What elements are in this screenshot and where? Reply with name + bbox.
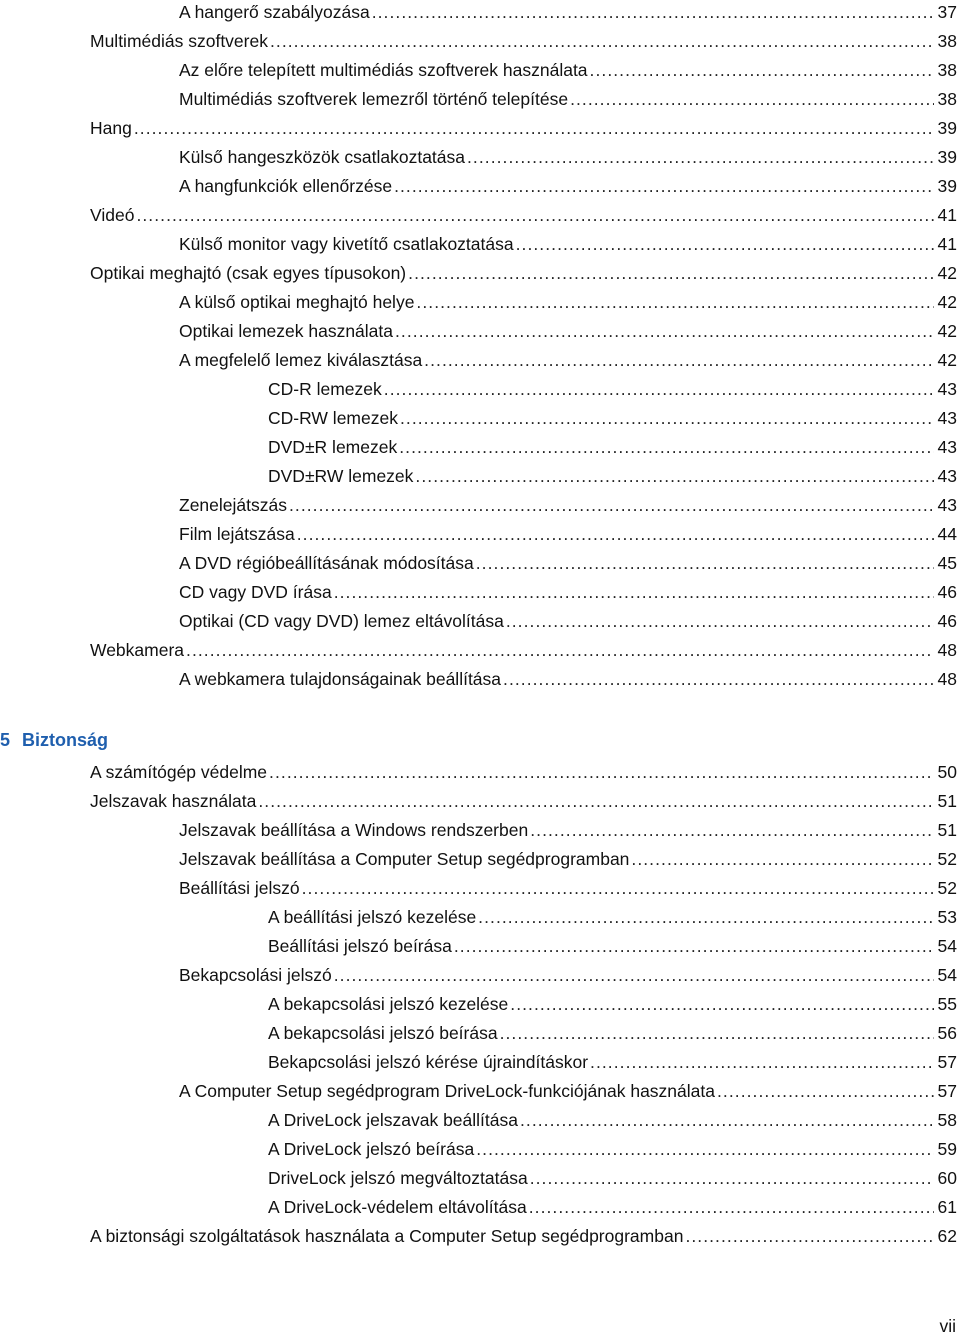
toc-entry-page: 41: [937, 234, 957, 254]
toc-entry[interactable]: [90, 789, 957, 813]
toc-entry-page: 43: [937, 466, 957, 486]
toc-entry[interactable]: [90, 116, 957, 140]
toc-entry-page: 57: [937, 1081, 957, 1101]
dot-leader: [384, 377, 934, 401]
toc-entry-page: 52: [937, 878, 957, 898]
dot-leader: [503, 667, 934, 691]
toc-entry[interactable]: [268, 1108, 957, 1132]
toc-entry-label: Bekapcsolási jelszó: [179, 965, 332, 985]
dot-leader: [717, 1079, 934, 1103]
toc-entry-label: Multimédiás szoftverek: [90, 31, 268, 51]
dot-leader: [416, 290, 933, 314]
toc-entry-page: 42: [937, 292, 957, 312]
dot-leader: [399, 435, 933, 459]
toc-entry-label: Videó: [90, 205, 135, 225]
toc-entry-label: Jelszavak használata: [90, 791, 257, 811]
toc-entry-page: 46: [937, 582, 957, 602]
dot-leader: [270, 29, 934, 53]
toc-entry-label: Zenelejátszás: [179, 495, 287, 515]
toc-entry-label: Külső hangeszközök csatlakoztatása: [179, 147, 465, 167]
toc-entry[interactable]: [268, 377, 957, 401]
toc-entry[interactable]: [179, 348, 957, 372]
dot-leader: [289, 493, 934, 517]
toc-entry-label: DriveLock jelszó megváltoztatása: [268, 1168, 528, 1188]
toc-entry-page: 38: [937, 31, 957, 51]
toc-entry-page: 48: [937, 640, 957, 660]
toc-entry[interactable]: [179, 493, 957, 517]
dot-leader: [297, 522, 934, 546]
dot-leader: [186, 638, 934, 662]
toc-entry[interactable]: [90, 29, 957, 53]
toc-entry[interactable]: [179, 551, 957, 575]
toc-entry-page: 39: [937, 118, 957, 138]
dot-leader: [510, 992, 933, 1016]
toc-entry-page: 57: [937, 1052, 957, 1072]
dot-leader: [520, 1108, 934, 1132]
toc-entry-label: A bekapcsolási jelszó beírása: [268, 1023, 498, 1043]
toc-entry[interactable]: [268, 435, 957, 459]
toc-entry[interactable]: [179, 319, 957, 343]
toc-entry[interactable]: [179, 1079, 957, 1103]
toc-entry-page: 43: [937, 437, 957, 457]
toc-entry-label: A DriveLock-védelem eltávolítása: [268, 1197, 527, 1217]
toc-entry[interactable]: [179, 580, 957, 604]
toc-entry-page: 37: [937, 2, 957, 22]
toc-entry-page: 54: [937, 965, 957, 985]
toc-entry-page: 61: [937, 1197, 957, 1217]
toc-entry-page: 38: [937, 89, 957, 109]
toc-entry-label: Beállítási jelszó beírása: [268, 936, 452, 956]
toc-entry-label: Jelszavak beállítása a Windows rendszerben: [179, 820, 529, 840]
toc-entry[interactable]: [268, 992, 957, 1016]
dot-leader: [258, 789, 933, 813]
toc-entry[interactable]: [179, 818, 957, 842]
toc-entry-page: 46: [937, 611, 957, 631]
toc-entry[interactable]: [179, 609, 957, 633]
toc-entry-page: 42: [937, 321, 957, 341]
toc-entry-page: 38: [937, 60, 957, 80]
toc-entry[interactable]: [179, 522, 957, 546]
dot-leader: [302, 876, 934, 900]
toc-entry-page: 43: [937, 495, 957, 515]
chapter-heading[interactable]: [0, 727, 108, 753]
toc-entry[interactable]: [179, 87, 957, 111]
dot-leader: [424, 348, 933, 372]
toc-entry-label: A biztonsági szolgáltatások használata a Computer Setup segédprogramban: [90, 1226, 684, 1246]
toc-entry-page: 42: [937, 350, 957, 370]
toc-entry-page: 43: [937, 379, 957, 399]
dot-leader: [372, 0, 934, 24]
toc-entry-label: CD vagy DVD írása: [179, 582, 332, 602]
toc-entry-page: 53: [937, 907, 957, 927]
toc-entry-label: A bekapcsolási jelszó kezelése: [268, 994, 509, 1014]
toc-entry-label: A külső optikai meghajtó helye: [179, 292, 415, 312]
toc-entry[interactable]: [90, 760, 957, 784]
toc-entry-page: 42: [937, 263, 957, 283]
dot-leader: [631, 847, 933, 871]
toc-entry-page: 43: [937, 408, 957, 428]
dot-leader: [454, 934, 934, 958]
toc-entry-page: 39: [937, 176, 957, 196]
toc-entry-label: Az előre telepített multimédiás szoftverek használata: [179, 60, 588, 80]
toc-entry[interactable]: [268, 464, 957, 488]
toc-entry-label: Optikai (CD vagy DVD) lemez eltávolítása: [179, 611, 504, 631]
toc-entry-page: 60: [937, 1168, 957, 1188]
toc-entry-label: A webkamera tulajdonságainak beállítása: [179, 669, 502, 689]
toc-entry-page: 62: [937, 1226, 957, 1246]
toc-entry[interactable]: [268, 406, 957, 430]
dot-leader: [478, 905, 933, 929]
toc-entry-label: Bekapcsolási jelszó kérése újraindításkor: [268, 1052, 589, 1072]
toc-entry-label: A megfelelő lemez kiválasztása: [179, 350, 423, 370]
toc-entry-page: 58: [937, 1110, 957, 1130]
toc-entry[interactable]: [90, 203, 957, 227]
toc-entry[interactable]: [179, 963, 957, 987]
dot-leader: [467, 145, 934, 169]
dot-leader: [590, 1050, 934, 1074]
dot-leader: [570, 87, 933, 111]
dot-leader: [408, 261, 933, 285]
toc-entry[interactable]: [179, 0, 957, 24]
toc-entry[interactable]: [268, 934, 957, 958]
toc-entry[interactable]: [179, 58, 957, 82]
toc-entry-page: 51: [937, 791, 957, 811]
dot-leader: [334, 963, 934, 987]
toc-entry[interactable]: [268, 1021, 957, 1045]
dot-leader: [590, 58, 934, 82]
toc-entry-page: 51: [937, 820, 957, 840]
toc-entry-label: Film lejátszása: [179, 524, 295, 544]
toc-entry-label: DVD±RW lemezek: [268, 466, 414, 486]
toc-entry-label: A hangfunkciók ellenőrzése: [179, 176, 393, 196]
toc-entry-label: Webkamera: [90, 640, 185, 660]
toc-entry[interactable]: [90, 1224, 957, 1248]
dot-leader: [400, 406, 934, 430]
toc-entry[interactable]: [90, 638, 957, 662]
toc-entry[interactable]: [179, 232, 957, 256]
dot-leader: [529, 1195, 934, 1219]
toc-entry[interactable]: [268, 1137, 957, 1161]
dot-leader: [394, 174, 933, 198]
dot-leader: [506, 609, 934, 633]
toc-entry-page: 56: [937, 1023, 957, 1043]
toc-entry-label: Hang: [90, 118, 132, 138]
toc-entry-label: CD-RW lemezek: [268, 408, 398, 428]
toc-entry[interactable]: [268, 1050, 957, 1074]
toc-entry-label: Külső monitor vagy kivetítő csatlakoztatása: [179, 234, 514, 254]
dot-leader: [476, 1137, 933, 1161]
toc-entry-label: A számítógép védelme: [90, 762, 268, 782]
toc-entry-label: A DriveLock jelszó beírása: [268, 1139, 475, 1159]
toc-entry-label: A DriveLock jelszavak beállítása: [268, 1110, 518, 1130]
toc-entry-label: A beállítási jelszó kezelése: [268, 907, 477, 927]
dot-leader: [476, 551, 934, 575]
toc-entry-label: A hangerő szabályozása: [179, 2, 370, 22]
toc-entry-label: CD-R lemezek: [268, 379, 382, 399]
toc-entry-page: 59: [937, 1139, 957, 1159]
toc-entry-page: 52: [937, 849, 957, 869]
toc-entry[interactable]: [268, 905, 957, 929]
toc-entry-page: 41: [937, 205, 957, 225]
toc-entry-page: 39: [937, 147, 957, 167]
toc-entry[interactable]: [268, 1166, 957, 1190]
toc-entry-page: 50: [937, 762, 957, 782]
toc-entry-page: 45: [937, 553, 957, 573]
toc-entry[interactable]: [179, 145, 957, 169]
toc-entry[interactable]: [179, 174, 957, 198]
toc-entry[interactable]: [179, 290, 957, 314]
toc-entry-label: Multimédiás szoftverek lemezről történő telepítése: [179, 89, 569, 109]
dot-leader: [134, 116, 934, 140]
dot-leader: [395, 319, 934, 343]
dot-leader: [685, 1224, 933, 1248]
chapter-title: Biztonság: [22, 730, 109, 750]
toc-entry[interactable]: [179, 847, 957, 871]
toc-entry-page: 48: [937, 669, 957, 689]
toc-entry[interactable]: [90, 261, 957, 285]
chapter-number: 5: [0, 730, 11, 750]
dot-leader: [415, 464, 933, 488]
toc-entry-page: 55: [937, 994, 957, 1014]
dot-leader: [516, 232, 934, 256]
toc-entry-page: 44: [937, 524, 957, 544]
toc-entry-label: Optikai lemezek használata: [179, 321, 393, 341]
toc-entry-page: 54: [937, 936, 957, 956]
toc-entry-label: Beállítási jelszó: [179, 878, 300, 898]
toc-entry-label: Optikai meghajtó (csak egyes típusokon): [90, 263, 407, 283]
dot-leader: [269, 760, 933, 784]
dot-leader: [530, 1166, 934, 1190]
toc-entry-label: A DVD régióbeállításának módosítása: [179, 553, 474, 573]
toc-entry-label: A Computer Setup segédprogram DriveLock-funkciójának használata: [179, 1081, 715, 1101]
toc-entry-label: Jelszavak beállítása a Computer Setup segédprogramban: [179, 849, 630, 869]
footer-page-number: vii: [939, 1316, 956, 1336]
toc-entry[interactable]: [268, 1195, 957, 1219]
dot-leader: [500, 1021, 934, 1045]
dot-leader: [530, 818, 933, 842]
toc-entry-label: DVD±R lemezek: [268, 437, 398, 457]
dot-leader: [136, 203, 933, 227]
dot-leader: [334, 580, 934, 604]
toc-entry[interactable]: [179, 667, 957, 691]
toc-entry[interactable]: [179, 876, 957, 900]
